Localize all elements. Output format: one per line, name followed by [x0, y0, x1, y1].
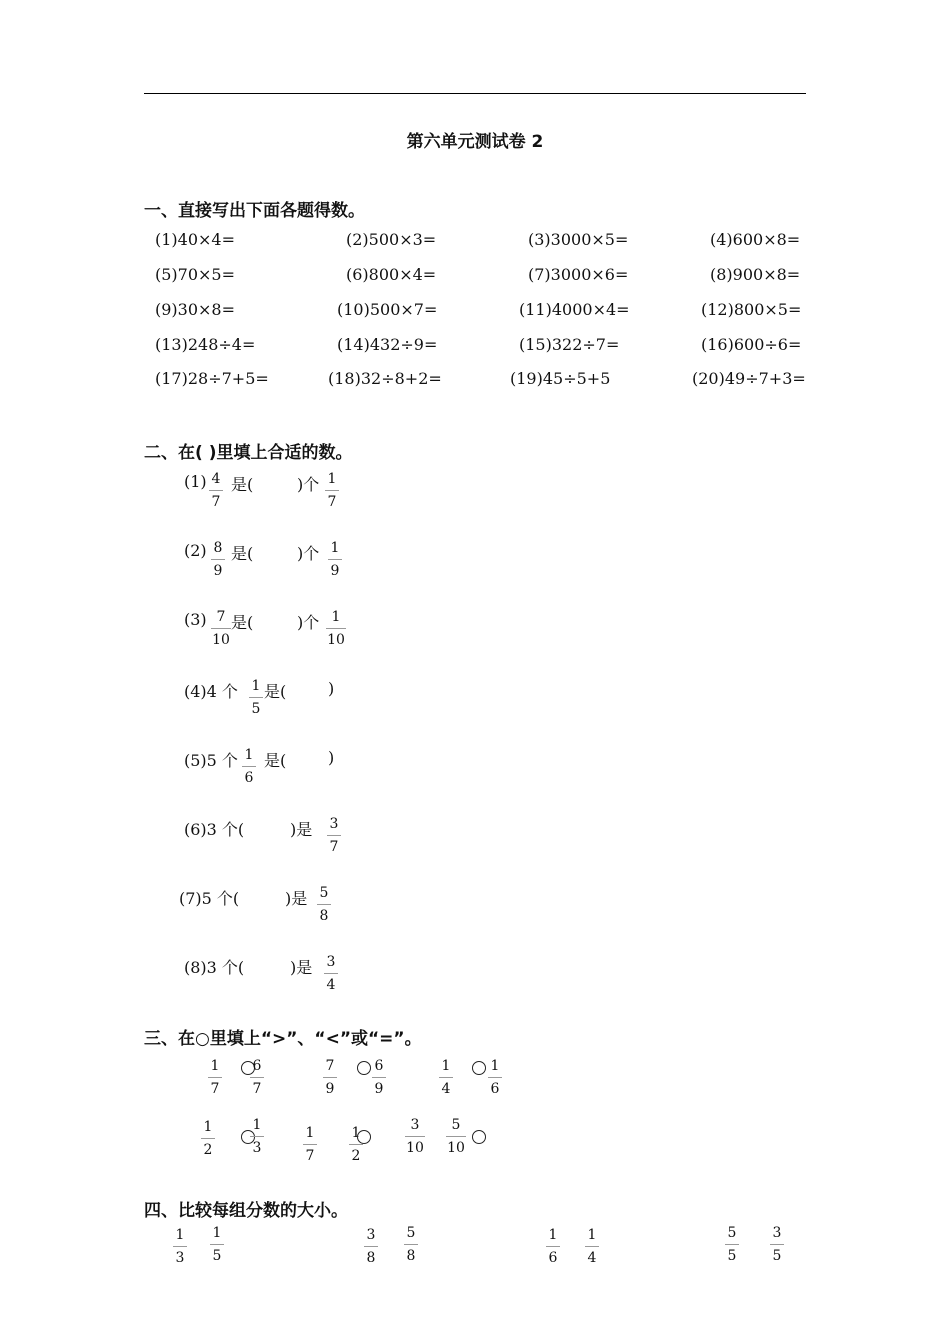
numerator: 5 — [451, 1117, 461, 1133]
numerator: 8 — [213, 540, 223, 556]
fraction — [369, 1059, 389, 1096]
denominator: 3 — [252, 1140, 262, 1156]
denominator: 5 — [251, 701, 261, 717]
numerator: 1 — [587, 1227, 597, 1243]
denominator: 8 — [319, 908, 329, 924]
denominator: 7 — [210, 1081, 220, 1097]
section-4-heading: 四、比较每组分数的大小。 — [144, 1201, 348, 1221]
numerator: 1 — [441, 1058, 451, 1074]
denominator: 6 — [548, 1250, 558, 1266]
numerator: 1 — [331, 609, 341, 625]
numerator: 3 — [410, 1117, 420, 1133]
fill-end: )个 — [297, 475, 320, 494]
numerator: 1 — [212, 1225, 222, 1241]
fraction — [247, 1118, 267, 1155]
arith-item: (11)4000×4= — [519, 300, 630, 319]
fraction — [543, 1228, 563, 1265]
arith-item: (7)3000×6= — [528, 265, 629, 284]
numerator: 1 — [327, 471, 337, 487]
denominator: 7 — [329, 839, 339, 855]
fill-mid: )是 — [290, 958, 313, 977]
numerator: 5 — [319, 885, 329, 901]
fraction — [322, 472, 342, 509]
arith-item: (10)500×7= — [337, 300, 438, 319]
fill-mid: )是 — [290, 820, 313, 839]
denominator: 5 — [727, 1248, 737, 1264]
arith-item: (8)900×8= — [710, 265, 801, 284]
denominator: 6 — [490, 1081, 500, 1097]
fraction — [246, 679, 266, 716]
fill-prefix: (1) — [184, 472, 207, 491]
fraction — [323, 610, 349, 647]
arith-item: (16)600÷6= — [701, 335, 802, 354]
fraction — [361, 1228, 381, 1265]
fraction — [324, 817, 344, 854]
denominator: 5 — [772, 1248, 782, 1264]
numerator: 5 — [406, 1225, 416, 1241]
denominator: 10 — [327, 632, 345, 648]
fill-prefix: (6)3 个( — [184, 820, 245, 839]
fill-mid: 是( — [231, 544, 254, 563]
fraction — [767, 1226, 787, 1263]
numerator: 1 — [351, 1125, 361, 1141]
numerator: 1 — [244, 747, 254, 763]
numerator: 1 — [252, 1117, 262, 1133]
numerator: 3 — [366, 1227, 376, 1243]
numerator: 7 — [216, 609, 226, 625]
numerator: 6 — [374, 1058, 384, 1074]
denominator: 4 — [441, 1081, 451, 1097]
fraction — [206, 472, 226, 509]
fraction — [208, 541, 228, 578]
numerator: 1 — [305, 1125, 315, 1141]
fraction — [443, 1118, 469, 1155]
fraction — [198, 1120, 218, 1157]
fraction — [321, 955, 341, 992]
fraction — [722, 1226, 742, 1263]
fill-end: )个 — [297, 613, 320, 632]
numerator: 5 — [727, 1225, 737, 1241]
numerator: 1 — [203, 1119, 213, 1135]
fill-mid: )是 — [285, 889, 308, 908]
numerator: 1 — [210, 1058, 220, 1074]
fraction — [205, 1059, 225, 1096]
fill-prefix: (4)4 个 — [184, 682, 238, 701]
arith-item: (18)32÷8+2= — [328, 369, 442, 388]
denominator: 4 — [587, 1250, 597, 1266]
denominator: 4 — [326, 977, 336, 993]
fraction — [582, 1228, 602, 1265]
numerator: 7 — [325, 1058, 335, 1074]
fill-mid: 是( — [264, 682, 287, 701]
denominator: 3 — [175, 1250, 185, 1266]
denominator: 9 — [213, 563, 223, 579]
section-3-heading: 三、在○里填上“>”、“<”或“=”。 — [144, 1029, 422, 1049]
arith-item: (3)3000×5= — [528, 230, 629, 249]
header-rule — [144, 93, 806, 94]
fraction — [207, 1226, 227, 1263]
fraction — [239, 748, 259, 785]
fill-mid: 是( — [264, 751, 287, 770]
fraction — [170, 1228, 190, 1265]
fill-end: )个 — [297, 544, 320, 563]
numerator: 1 — [330, 540, 340, 556]
compare-circle[interactable] — [357, 1130, 371, 1144]
arith-item: (1)40×4= — [155, 230, 236, 249]
denominator: 2 — [203, 1142, 213, 1158]
numerator: 4 — [211, 471, 221, 487]
numerator: 1 — [548, 1227, 558, 1243]
fraction — [401, 1226, 421, 1263]
numerator: 6 — [252, 1058, 262, 1074]
fill-mid: 是( — [231, 475, 254, 494]
denominator: 9 — [325, 1081, 335, 1097]
denominator: 6 — [244, 770, 254, 786]
numerator: 1 — [490, 1058, 500, 1074]
arith-item: (6)800×4= — [346, 265, 437, 284]
compare-circle[interactable] — [472, 1061, 486, 1075]
fraction — [247, 1059, 267, 1096]
fraction — [485, 1059, 505, 1096]
denominator: 2 — [351, 1148, 361, 1164]
arith-item: (15)322÷7= — [519, 335, 620, 354]
fraction — [325, 541, 345, 578]
arith-item: (14)432÷9= — [337, 335, 438, 354]
fill-prefix: (5)5 个 — [184, 751, 238, 770]
section-2-heading: 二、在( )里填上合适的数。 — [144, 443, 353, 463]
fill-prefix: (7)5 个( — [179, 889, 240, 908]
numerator: 3 — [326, 954, 336, 970]
denominator: 5 — [212, 1248, 222, 1264]
arith-item: (2)500×3= — [346, 230, 437, 249]
numerator: 3 — [772, 1225, 782, 1241]
fill-mid: 是( — [231, 613, 254, 632]
denominator: 10 — [212, 632, 230, 648]
arith-item: (5)70×5= — [155, 265, 236, 284]
fraction — [402, 1118, 428, 1155]
compare-circle[interactable] — [472, 1130, 486, 1144]
fill-end: ) — [328, 679, 335, 698]
denominator: 7 — [327, 494, 337, 510]
denominator: 8 — [406, 1248, 416, 1264]
fill-prefix: (8)3 个( — [184, 958, 245, 977]
arith-item: (9)30×8= — [155, 300, 236, 319]
denominator: 7 — [211, 494, 221, 510]
arith-item: (12)800×5= — [701, 300, 802, 319]
numerator: 1 — [175, 1227, 185, 1243]
denominator: 10 — [447, 1140, 465, 1156]
fraction — [436, 1059, 456, 1096]
arith-item: (13)248÷4= — [155, 335, 256, 354]
fill-end: ) — [328, 748, 335, 767]
denominator: 9 — [374, 1081, 384, 1097]
fill-prefix: (2) — [184, 541, 207, 560]
fraction — [320, 1059, 340, 1096]
arith-item: (4)600×8= — [710, 230, 801, 249]
fraction — [314, 886, 334, 923]
arith-item: (19)45÷5+5 — [510, 369, 611, 388]
denominator: 8 — [366, 1250, 376, 1266]
fraction — [300, 1126, 320, 1163]
section-1-heading: 一、直接写出下面各题得数。 — [144, 201, 365, 221]
denominator: 9 — [330, 563, 340, 579]
fill-prefix: (3) — [184, 610, 207, 629]
arith-item: (20)49÷7+3= — [692, 369, 806, 388]
arith-item: (17)28÷7+5= — [155, 369, 269, 388]
denominator: 7 — [252, 1081, 262, 1097]
numerator: 1 — [251, 678, 261, 694]
denominator: 10 — [406, 1140, 424, 1156]
numerator: 3 — [329, 816, 339, 832]
page-title: 第六单元测试卷 2 — [406, 132, 544, 152]
denominator: 7 — [305, 1148, 315, 1164]
